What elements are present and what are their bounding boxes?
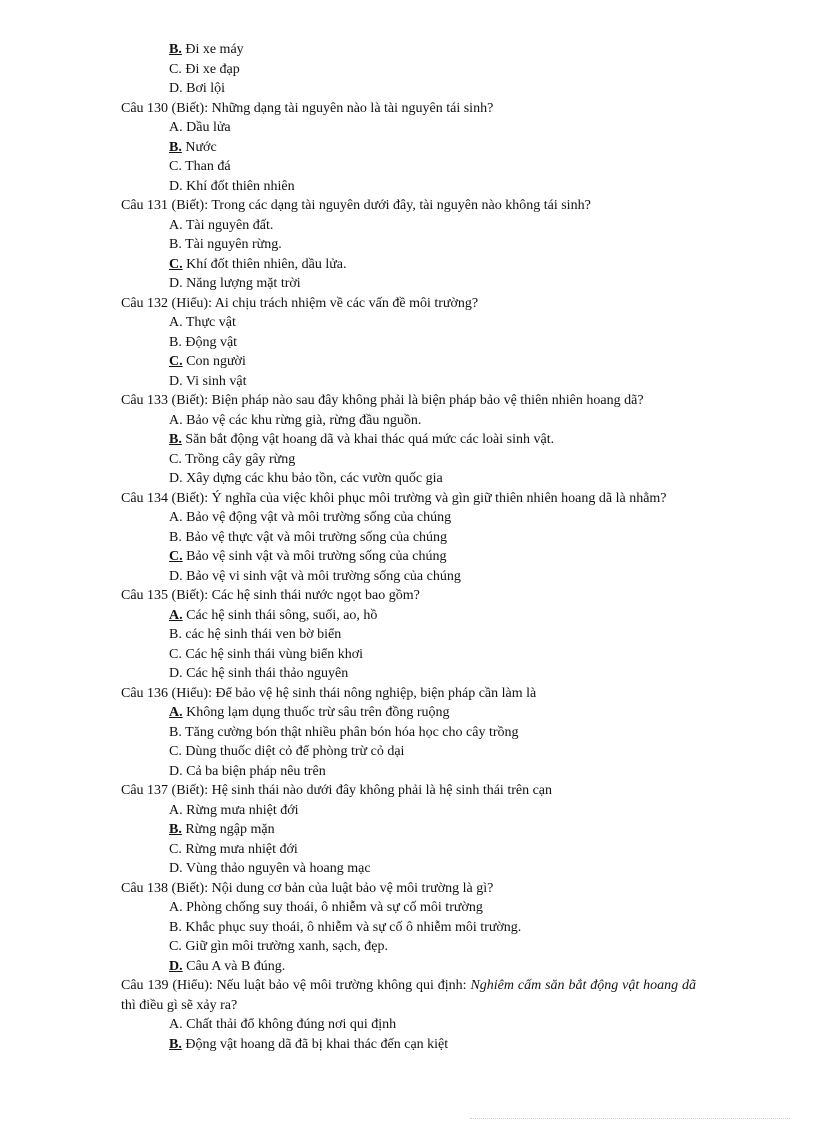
option-letter-correct: D. [169, 958, 183, 974]
option-text: Tài nguyên rừng. [181, 237, 282, 252]
option-letter: C. [169, 61, 182, 77]
option-text: Khắc phục suy thoái, ô nhiễm và sự cố ô nhiễm môi trường. [181, 919, 522, 935]
option-text: Đi xe máy [181, 42, 244, 57]
option-text: Nước [181, 139, 217, 155]
option-letter: D. [169, 81, 183, 96]
question-135: Câu 135 (Biết): Các hệ sinh thái nước ngọt bao gồm? [121, 588, 420, 603]
option-line [0, 703, 816, 723]
option-letter-correct: A. [169, 705, 183, 720]
option-text: Câu A và B đúng. [182, 958, 286, 974]
option-line [0, 450, 816, 470]
option-text: Rừng mưa nhiệt đới [181, 841, 298, 857]
option-text: Động vật hoang dã đã bị khai thác đến cạn kiệt [181, 1036, 449, 1052]
option-text: Không lạm dụng thuốc trừ sâu trên đồng ruộng [182, 705, 450, 720]
option-letter: B. [169, 627, 182, 642]
option-letter: A. [169, 120, 183, 135]
question-text: Câu 139 (Hiểu): Nếu luật bảo vệ môi trường không qui định: [121, 978, 471, 993]
option-line [0, 918, 816, 938]
option-letter-correct: B. [169, 432, 182, 447]
option-line [0, 625, 816, 645]
option-line [0, 937, 816, 957]
option-text: Trồng cây gây rừng [181, 451, 296, 467]
question-139 [0, 976, 696, 1015]
option-line [0, 372, 816, 392]
option-line [0, 606, 816, 626]
option-text: Bảo vệ các khu rừng già, rừng đầu nguồn. [182, 412, 422, 428]
option-text: Bảo vệ sinh vật và môi trường sống của chúng [182, 549, 447, 564]
option-line [0, 664, 816, 684]
option-letter-correct: A. [169, 607, 183, 623]
option-text: Săn bắt động vật hoang dã và khai thác quá mức các loài sinh vật. [181, 432, 555, 447]
option-text: Năng lượng mặt trời [182, 276, 301, 291]
option-line [0, 216, 816, 236]
option-letter: D. [169, 763, 183, 779]
option-letter: B. [169, 919, 182, 935]
option-letter: C. [169, 841, 182, 857]
option-letter: D. [169, 861, 183, 876]
option-letter: C. [169, 939, 182, 954]
option-line [0, 255, 816, 275]
option-letter: C. [169, 646, 182, 662]
question-136: Câu 136 (Hiểu): Để bảo vệ hệ sinh thái nông nghiệp, biện pháp cần làm là [121, 685, 537, 701]
option-text: Vùng thảo nguyên và hoang mạc [182, 861, 371, 876]
option-line [0, 645, 816, 665]
option-line [0, 762, 816, 782]
question-text: thì điều gì sẽ xảy ra? [121, 997, 238, 1013]
option-line [0, 138, 816, 158]
question-134: Câu 134 (Biết): Ý nghĩa của việc khôi phục môi trường và gìn giữ thiên nhiên hoang dã là nhằm? [121, 490, 667, 506]
option-line [0, 859, 816, 879]
option-letter-correct: B. [169, 42, 182, 57]
option-line [0, 313, 816, 333]
option-text: Bảo vệ vi sinh vật và môi trường sống của chúng [182, 568, 461, 584]
question-138: Câu 138 (Biết): Nội dung cơ bản của luật bảo vệ môi trường là gì? [121, 880, 494, 896]
option-letter: A. [169, 802, 183, 818]
option-text: Tài nguyên đất. [182, 217, 274, 233]
option-text: Chất thải đổ không đúng nơi qui định [182, 1017, 397, 1032]
option-line [0, 840, 816, 860]
option-line [0, 1015, 816, 1035]
question-132: Câu 132 (Hiểu): Ai chịu trách nhiệm về các vấn đề môi trường? [121, 295, 479, 311]
option-text: Xây dựng các khu bảo tồn, các vườn quốc gia [182, 471, 443, 486]
option-letter: B. [169, 724, 182, 740]
option-text: Rừng mưa nhiệt đới [182, 802, 299, 818]
option-text: Giữ gìn môi trường xanh, sạch, đẹp. [181, 939, 388, 954]
option-text: Bơi lội [182, 81, 226, 96]
option-text: Khí đốt thiên nhiên, dầu lửa. [182, 256, 347, 272]
option-letter: A. [169, 510, 183, 525]
option-line [0, 274, 816, 294]
option-text: Rừng ngập mặn [181, 822, 275, 837]
option-letter: D. [169, 471, 183, 486]
option-letter: B. [169, 334, 182, 350]
option-letter-correct: B. [169, 822, 182, 837]
option-text: Khí đốt thiên nhiên [182, 178, 295, 194]
option-text: các hệ sinh thái ven bờ biển [181, 627, 342, 642]
option-text: Bảo vệ động vật và môi trường sống của chúng [182, 510, 452, 525]
option-text: Đi xe đạp [181, 61, 240, 77]
option-line [0, 79, 816, 99]
option-line [0, 820, 816, 840]
option-letter: C. [169, 744, 182, 759]
option-line [0, 1035, 816, 1055]
option-line [0, 469, 816, 489]
option-line [0, 40, 816, 60]
option-letter: D. [169, 568, 183, 584]
option-letter: A. [169, 217, 183, 233]
option-text: Bảo vệ thực vật và môi trường sống của chúng [181, 529, 448, 545]
option-letter: D. [169, 373, 183, 389]
option-text: Cả ba biện pháp nêu trên [182, 763, 326, 779]
option-line [0, 742, 816, 762]
question-131: Câu 131 (Biết): Trong các dạng tài nguyên dưới đây, tài nguyên nào không tái sinh? [121, 198, 591, 213]
option-line [0, 723, 816, 743]
option-line [0, 118, 816, 138]
option-text: Dùng thuốc diệt cỏ để phòng trừ cỏ dại [181, 744, 405, 759]
option-letter: D. [169, 666, 183, 681]
option-letter-correct: C. [169, 256, 183, 272]
option-letter: B. [169, 529, 182, 545]
question-130: Câu 130 (Biết): Những dạng tài nguyên nào là tài nguyên tái sinh? [121, 100, 494, 116]
option-line [0, 177, 816, 197]
document-page [0, 40, 816, 1054]
option-text: Thực vật [182, 315, 236, 330]
option-line [0, 508, 816, 528]
option-letter: C. [169, 451, 182, 467]
option-text: Con người [182, 354, 246, 369]
option-text: Các hệ sinh thái thảo nguyên [182, 666, 349, 681]
option-line [0, 567, 816, 587]
question-133: Câu 133 (Biết): Biện pháp nào sau đây không phải là biện pháp bảo vệ thiên nhiên hoang dã? [121, 393, 644, 408]
option-line [0, 157, 816, 177]
option-text: Dầu lửa [182, 120, 231, 135]
option-text: Các hệ sinh thái vùng biển khơi [181, 646, 364, 662]
option-line [0, 60, 816, 80]
option-letter-correct: C. [169, 354, 183, 369]
option-letter: D. [169, 276, 183, 291]
option-letter: C. [169, 159, 182, 174]
option-text: Tăng cường bón thật nhiều phân bón hóa học cho cây trồng [181, 724, 519, 740]
option-letter: D. [169, 178, 183, 194]
option-line [0, 528, 816, 548]
option-text: Phòng chống suy thoái, ô nhiễm và sự cố môi trường [182, 900, 483, 915]
question-137: Câu 137 (Biết): Hệ sinh thái nào dưới đây không phải là hệ sinh thái trên cạn [121, 783, 553, 798]
option-letter: A. [169, 1017, 183, 1032]
option-line [0, 352, 816, 372]
footer-dotted-rule [470, 1118, 790, 1119]
option-letter: A. [169, 900, 183, 915]
question-italic-text: Nghiêm cấm săn bắt động vật hoang dã [470, 978, 697, 993]
option-letter-correct: C. [169, 549, 183, 564]
option-letter-correct: B. [169, 139, 182, 155]
option-letter-correct: B. [169, 1036, 182, 1052]
option-letter: B. [169, 237, 182, 252]
option-line [0, 547, 816, 567]
option-line [0, 411, 816, 431]
option-letter: A. [169, 412, 183, 428]
option-line [0, 430, 816, 450]
option-line [0, 235, 816, 255]
option-line [0, 333, 816, 353]
option-line [0, 957, 816, 977]
option-text: Than đá [181, 159, 231, 174]
option-text: Động vật [181, 334, 238, 350]
option-letter: A. [169, 315, 183, 330]
option-text: Vi sinh vật [182, 373, 247, 389]
option-text: Các hệ sinh thái sông, suối, ao, hồ [182, 607, 378, 623]
option-line [0, 898, 816, 918]
option-line [0, 801, 816, 821]
